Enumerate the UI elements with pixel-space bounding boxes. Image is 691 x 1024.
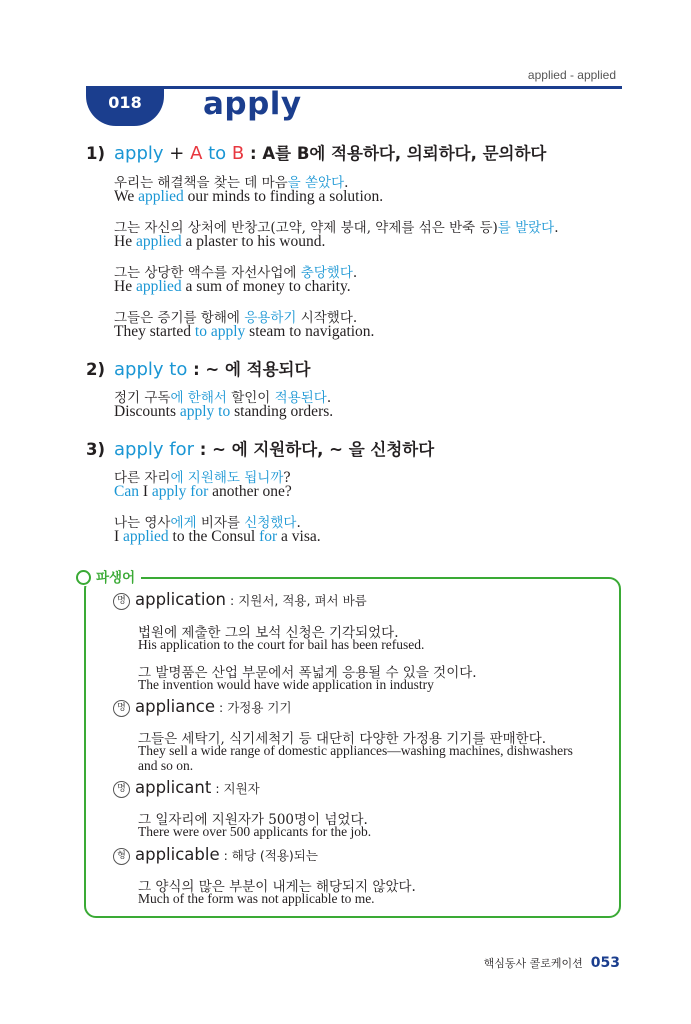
running-head: applied - applied [527,68,616,82]
noun-badge-icon: 명 [113,593,130,610]
example-en: He applied a plaster to his wound. [114,233,326,250]
derivative-example-en: His application to the court for bail has been refused. [138,637,425,652]
derivative-example-ko: 그 양식의 많은 부분이 내게는 해당되지 않았다. [138,879,416,895]
example-en: We applied our minds to finding a solution. [114,188,384,205]
example-ko: 정기 구독에 한해서 할인이 적용된다. [114,390,332,406]
derivative-example-ko: 그들은 세탁기, 식기세척기 등 대단히 다양한 가정용 기기를 판매한다. [138,731,547,747]
example-en: Discounts apply to standing orders. [114,403,334,420]
bullet-circle-icon [76,570,91,585]
headword: apply [203,86,302,122]
example-ko: 그는 자신의 상처에 반창고(고약, 약제 붕대, 약제를 섞은 반죽 등)를 발랐다. [114,220,559,236]
example-en: They started to apply steam to navigation. [114,323,375,340]
derivative-example-ko: 그 발명품은 산업 부문에서 폭넓게 응용될 수 있을 것이다. [138,665,477,681]
derivative-example-en: There were over 500 applicants for the job. [138,824,372,839]
sense-3-heading: 3) apply for : ~ 에 지원하다, ~ 을 신청하다 [86,439,435,460]
derivative-example-en: Much of the form was not applicable to me. [138,891,375,906]
example-en: I applied to the Consul for a visa. [114,528,321,545]
sense-1-heading: 1) apply + A to B : A를 B에 적용하다, 의뢰하다, 문의하다 [86,143,547,164]
derivative-example-en: They sell a wide range of domestic appliances—washing machines, dishwashers and so on. [138,743,573,773]
entry-number-badge: 018 [86,86,164,126]
page-footer [0,952,620,971]
book-title: 핵심동사 콜로케이션 [483,957,583,970]
noun-badge-icon: 명 [113,700,130,717]
derivative-entry: 명 applicant : 지원자 [113,778,260,798]
derivative-example-ko: 그 일자리에 지원자가 500명이 넘었다. [138,812,368,828]
noun-badge-icon: 명 [113,781,130,798]
page-number: 053 [590,955,620,971]
sense-2-heading: 2) apply to : ~ 에 적용되다 [86,359,311,380]
derivative-example-en: The invention would have wide application in industry [138,677,434,692]
example-ko: 그는 상당한 액수를 자선사업에 충당했다. [114,265,358,281]
adjective-badge-icon: 형 [113,848,130,865]
derivative-entry: 형 applicable : 해당 (적용)되는 [113,845,318,865]
derivative-entry: 명 application : 지원서, 적용, 펴서 바름 [113,590,367,610]
example-en: He applied a sum of money to charity. [114,278,351,295]
example-ko: 그들은 증기를 항해에 응용하기 시작했다. [114,310,358,326]
derivative-entry: 명 appliance : 가정용 기기 [113,697,292,717]
example-ko: 다른 자리에 지원해도 됩니까? [114,470,291,486]
derivatives-label: 파생어 [76,566,141,586]
example-en: Can I apply for another one? [114,483,292,500]
derivative-example-ko: 법원에 제출한 그의 보석 신청은 기각되었다. [138,625,399,641]
header-rule [86,86,622,89]
example-ko: 우리는 해결책을 찾는 데 마음을 쏟았다. [114,175,349,191]
example-ko: 나는 영사에게 비자를 신청했다. [114,515,301,531]
